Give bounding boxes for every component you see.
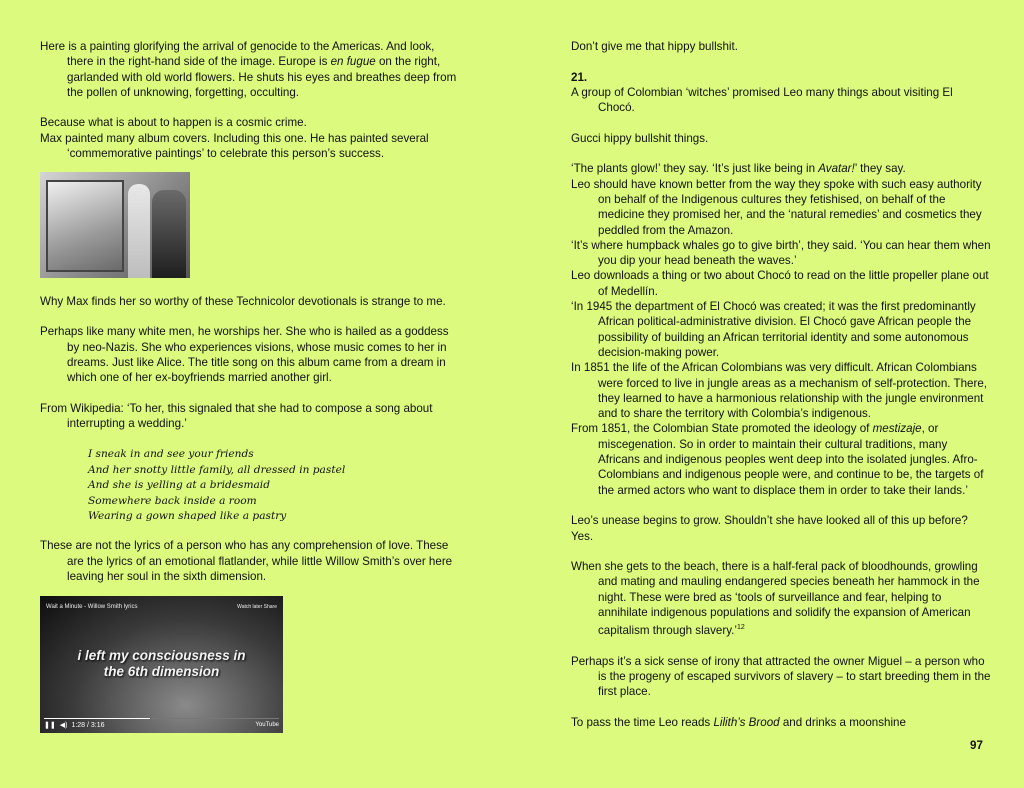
- lyric-line: And her snotty little family, all dressed in pastel: [88, 463, 346, 476]
- video-control-bar: [44, 720, 279, 730]
- paragraph-painting: [40, 39, 460, 100]
- lyric-line: Somewhere back inside a room: [88, 494, 257, 507]
- paragraph-known-better: Leo should have known better from the way they spoke with such easy authority on behalf of the Indigenous cultures they fetishised, on behalf of the medicine they promised her, and the ‘natural remedies’ and cosmetics they peddled from the Amazon.: [571, 177, 982, 237]
- paragraph-yes: Yes.: [571, 529, 594, 543]
- paragraph-album-covers: Max painted many album covers. Including this one. He has painted several ‘commemorative paintings’ to celebrate this person’s success.: [40, 131, 429, 161]
- paragraph-mestizaje: [571, 421, 991, 497]
- italic-text: Lilith’s Brood: [713, 715, 780, 729]
- person-figure: [128, 184, 150, 278]
- text: Here is a painting glorifying the arrival of genocide to the Americas. And look, there in the right-hand side of the image. Europe is: [40, 40, 435, 69]
- paragraph-unease: Leo’s unease begins to grow. Shouldn’t she have looked all of this up before?: [571, 514, 968, 528]
- italic-text: en fugue: [330, 55, 376, 69]
- text: ‘The plants glow!’ they say. ‘It’s just like being in: [571, 162, 819, 176]
- text: When she gets to the beach, there is a half-feral pack of bloodhounds, growling and mating and mauling endangered species beneath her hammock in the night. These were bred as ‘tools of surveillance and fear, helping to annihilate indigenous populations and solidify the expansion of American capitalism through slavery.’: [571, 560, 980, 638]
- text: and drinks a moonshine: [779, 715, 906, 729]
- paragraph-flatlander: These are not the lyrics of a person who has any comprehension of love. These are the lyrics of an emotional flatlander, while little Willow Smith’s over here leaving her soul in the sixth dimension.: [40, 539, 453, 583]
- paragraph-worships: Perhaps like many white men, he worships her. She who is hailed as a goddess by neo-Nazis. She who experiences visions, whose music comes to her in dreams. Just like Alice. The title song on this album came from a dream in which one of her ex-boyfriends married another girl.: [40, 325, 449, 385]
- page-number: 97: [970, 739, 983, 752]
- paragraph-plants-glow: [571, 161, 991, 176]
- lyrics-block: [88, 447, 460, 524]
- paragraph-lilith: [571, 715, 991, 730]
- paragraph-witches: A group of Colombian ‘witches’ promised Leo many things about visiting El Chocó.: [571, 85, 953, 115]
- footnote-marker: 12: [736, 624, 745, 632]
- paragraph-technicolor: Why Max finds her so worthy of these Technicolor devotionals is strange to me.: [40, 294, 446, 308]
- video-title: Wait a Minute - Willow Smith lyrics: [46, 604, 138, 611]
- lyric-line: I sneak in and see your friends: [88, 448, 254, 461]
- volume-icon: ◀): [59, 721, 68, 729]
- video-caption: [40, 648, 283, 680]
- video-screenshot: [40, 596, 283, 733]
- section-number: 21.: [571, 70, 588, 84]
- photo-painting-easel: [40, 172, 190, 278]
- video-time: 1:28 / 3:16: [71, 721, 105, 729]
- italic-text: Avatar!: [818, 162, 855, 176]
- video-platform: YouTube: [255, 721, 279, 728]
- paragraph-downloads: Leo downloads a thing or two about Chocó to read on the little propeller plane out of Medellín.: [571, 269, 989, 298]
- right-column: [571, 39, 991, 730]
- paragraph-bloodhounds: [571, 559, 991, 638]
- lyric-line: And she is yelling at a bridesmaid: [88, 479, 270, 492]
- text: To pass the time Leo reads: [571, 715, 714, 729]
- pause-icon: ❚❚: [44, 721, 56, 729]
- paragraph-whales: ‘It’s where humpback whales go to give birth’, they said. ‘You can hear them when you dip your head beneath the waves.’: [571, 238, 991, 268]
- paragraph-irony: Perhaps it’s a sick sense of irony that attracted the owner Miguel – a person who is the progeny of escaped survivors of slavery – to start breeding them in the first place.: [571, 654, 991, 699]
- video-actions: Watch later Share: [237, 604, 277, 611]
- paragraph-gucci: Gucci hippy bullshit things.: [571, 131, 709, 145]
- paragraph-cosmic-crime: Because what is about to happen is a cosmic crime.: [40, 116, 307, 130]
- paragraph-1851: In 1851 the life of the African Colombians was very difficult. African Colombians were forced to live in jungle areas as a mechanism of self-protection. There, they learned to have a harmonious relationship with the jungle environment and to share the territory with Colombia’s indigenous.: [571, 361, 988, 421]
- text: From 1851, the Colombian State promoted the ideology of: [571, 422, 873, 436]
- left-column: [40, 39, 460, 733]
- caption-line: the 6th dimension: [103, 664, 220, 680]
- person-figure: [152, 190, 186, 278]
- painting-on-easel: [46, 180, 124, 272]
- paragraph-hippy: Don’t give me that hippy bullshit.: [571, 40, 738, 53]
- paragraph-wikipedia: From Wikipedia: ‘To her, this signaled that she had to compose a song about interrupting a wedding.’: [40, 401, 433, 431]
- lyric-line: Wearing a gown shaped like a pastry: [88, 509, 287, 522]
- text: on the right, garlanded with old world flowers. He shuts his eyes and breathes deep from the pollen of unknowing, forgetting, occulting.: [67, 55, 457, 99]
- video-controls-left: [44, 718, 105, 733]
- italic-text: mestizaje: [872, 422, 922, 436]
- text: ’ they say.: [854, 162, 906, 176]
- paragraph-1945: ‘In 1945 the department of El Chocó was created; it was the first predominantly African political-administrative division. El Chocó gave African people the possibility of building an African territorial identity and some autonomous decision-making power.: [571, 300, 976, 359]
- text: , or miscegenation. So in order to maintain their cultural traditions, many Africans and indigenous peoples went deep into the isolated jungles. Afro-Colombians and indigenous people were, and continue to be, the targets of the armed actors who want to displace them in order to take their lands.’: [598, 422, 984, 497]
- caption-line: i left my consciousness in: [77, 648, 246, 664]
